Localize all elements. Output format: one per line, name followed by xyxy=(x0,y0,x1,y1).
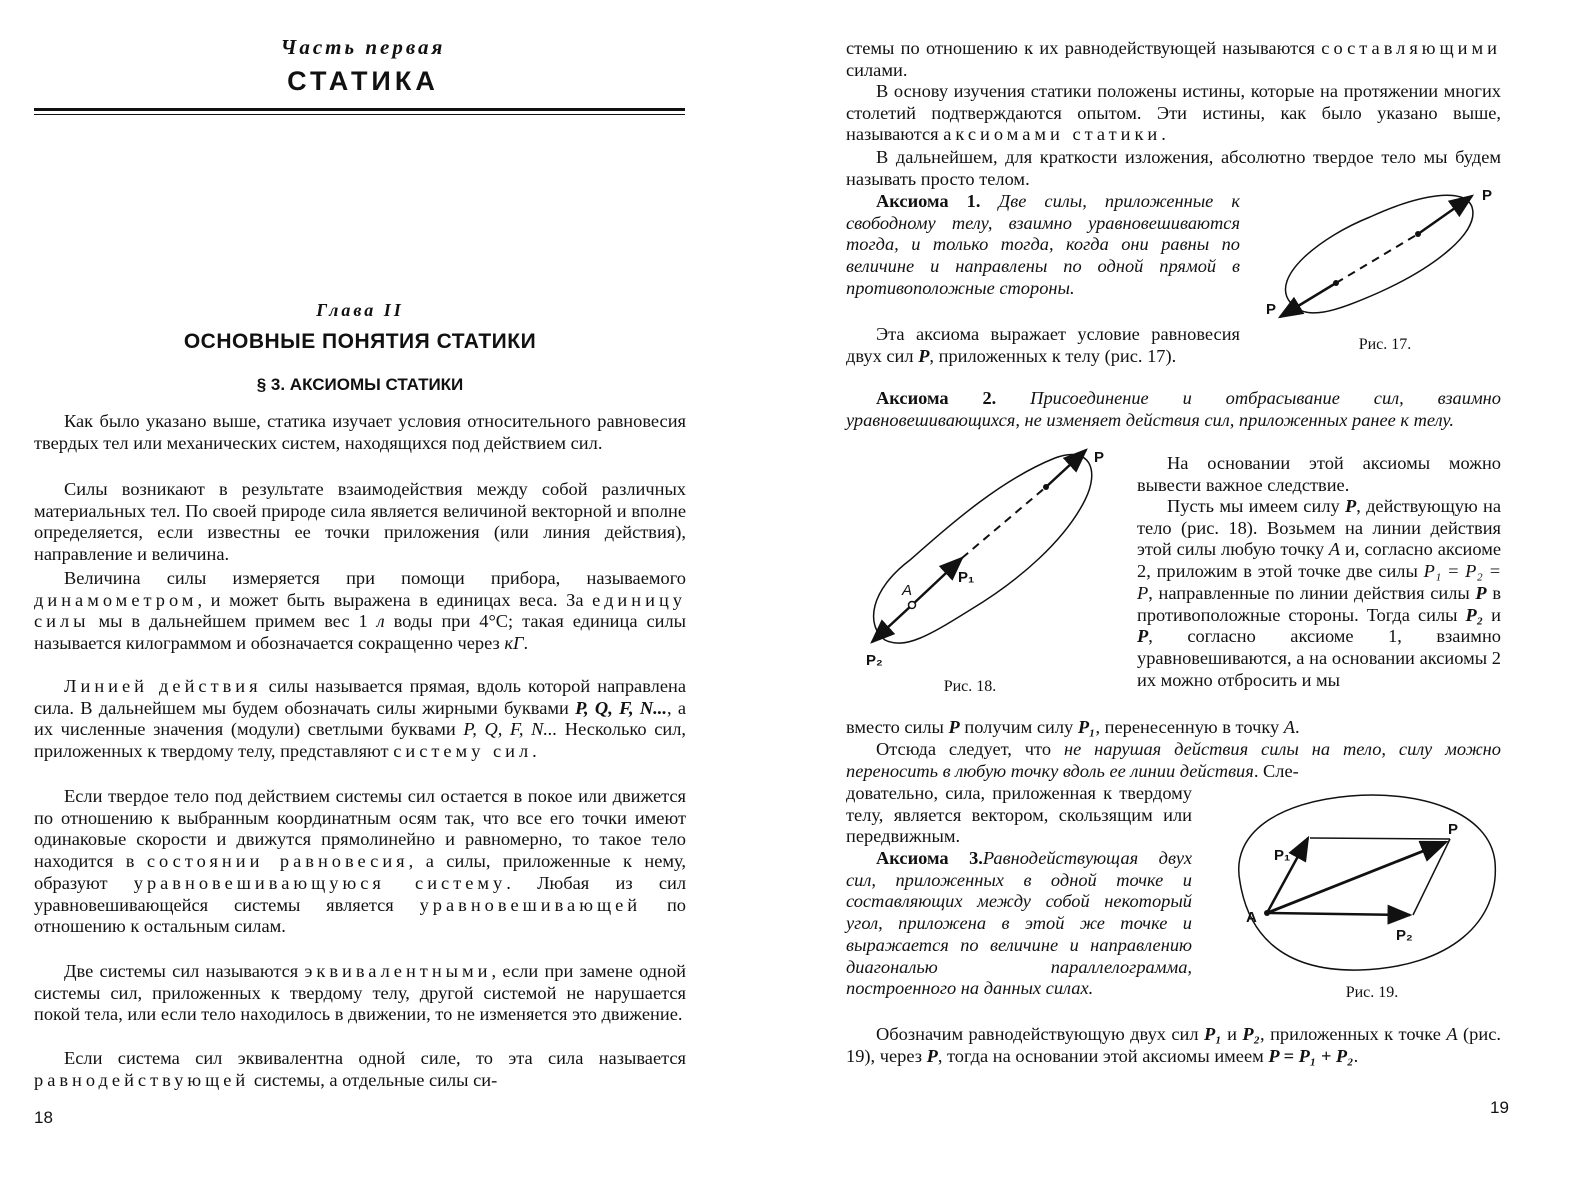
line-of-action xyxy=(962,487,1046,558)
label-P1: P₁ xyxy=(958,569,975,586)
label-P2: P₂ xyxy=(866,652,883,669)
chapter-title: ОСНОВНЫЕ ПОНЯТИЯ СТАТИКИ xyxy=(183,330,537,353)
label-P-bottom: P xyxy=(1266,301,1277,318)
force-arrow-P1 xyxy=(912,558,962,605)
paragraph-equivalent: Две системы сил называются эквивалентными, если при замене одной системы сил, приложенных к твердому телу, другой системой не нарушается покой тела, или если тело находилось в движении, то не изменяется это движение. xyxy=(34,961,686,1025)
label-P: P xyxy=(1094,449,1105,466)
line-of-action xyxy=(1336,234,1418,283)
right-page xyxy=(790,0,1583,1188)
label-P: P xyxy=(1448,821,1459,838)
paragraph-sliding-vector: довательно, сила, приложенная к твердому телу, является вектором, скользящим или передвижным. xyxy=(846,783,1192,847)
section-title: § 3. АКСИОМЫ СТАТИКИ xyxy=(256,375,464,394)
paragraph-instead: вместо силы P получим силу P₁, перенесенную в точку A. xyxy=(846,717,1300,737)
label-P2: P₂ xyxy=(1396,927,1413,944)
axiom-2: Аксиома 2. Присоединение и отбрасывание сил, взаимно уравновешивающихся, не изменяет действия сил, приложенных ранее к телу. xyxy=(846,388,1501,430)
chapter-label: Глава II xyxy=(316,300,404,320)
force-arrow-right xyxy=(1418,196,1472,234)
force-arrow-P2 xyxy=(872,605,912,642)
axiom-1-explanation: Эта аксиома выражает условие равновесия двух сил P, приложенных к телу (рис. 17). xyxy=(846,324,1240,366)
paragraph-truths: В основу изучения статики положены истины, которые на протяжении многих столетий подтверждаются опытом. Эти истины, как было указано выше, называются аксиомами статики. xyxy=(846,81,1501,145)
title-rule-thick xyxy=(34,108,685,111)
paragraph-forces: Силы возникают в результате взаимодействия между собой различных материальных тел. По своей природе сила является величиной векторной и вполне определяется, если известны ее точки приложения (или линия действия), направление и величина. xyxy=(34,479,686,565)
paragraph-equilibrium: Если твердое тело под действием системы сил остается в покое или движется по отношению к выбранным координатным осям так, что все его точки имеют одинаковые скорости и движутся прямолинейно и равномерно, то такое тело находится в состоянии равновесия, а силы, приложенные к нему, образуют уравновешивающуюся систему. Любая из сил уравновешивающейся системы является уравновешивающей по отношению к остальным силам. xyxy=(34,786,686,937)
axiom-1: Аксиома 1. Две силы, приложенные к свободному телу, взаимно уравновешиваются тогда, и только тогда, когда они равны по величине и направлены по одной прямой в противоположные стороны. xyxy=(846,191,1240,298)
paragraph-components: стемы по отношению к их равнодействующей называются составляющими силами. xyxy=(846,38,1501,80)
figure-18-caption: Рис. 18. xyxy=(943,678,997,695)
paragraph-resultant: Если система сил эквивалентна одной силе, то эта сила называется равнодействующей системы, а отдельные силы си- xyxy=(34,1048,686,1090)
paragraph-line-of-action: Линией действия силы называется прямая, вдоль которой направлена сила. В дальнейшем мы будем обозначать силы жирными буквами P, Q, F, N..., а их численные значения (модули) светлыми буквами P, Q, F, N... Несколько сил, приложенных к твердому телу, представляют систему сил. xyxy=(34,676,687,762)
page-number-right: 19 xyxy=(1490,1098,1509,1117)
figure-19-caption: Рис. 19. xyxy=(1345,984,1399,1001)
label-P1: P₁ xyxy=(1274,847,1291,864)
paragraph-intro: Как было указано выше, статика изучает условия относительного равновесия твердых тел или механических систем, находящихся под действием сил. xyxy=(34,411,686,453)
body-outline xyxy=(874,454,1092,643)
statics-title: СТАТИКА xyxy=(287,66,439,96)
paragraph-designation: Обозначим равнодействующую двух сил P₁ и P₂, приложенных к точке A (рис. 19), через P, тогда на основании этой аксиомы имеем P = P₁ + P₂. xyxy=(846,1024,1501,1066)
parallelogram-top xyxy=(1310,838,1450,839)
left-page xyxy=(0,0,790,1188)
parallelogram-right xyxy=(1413,839,1450,915)
figure-18 xyxy=(850,440,1120,670)
part-title: Часть первая xyxy=(280,35,446,59)
paragraph-let-force: Пусть мы имеем силу P, действующую на тело (рис. 18). Возьмем на линии действия этой силы любую точку A и, согласно аксиоме 2, приложим в этой точке две силы P₁ = P₂ = P, направленные по линии действия силы P в противоположные стороны. Тогда силы P₂ и P, согласно аксиоме 1, взаимно уравновешиваются, а на основании аксиомы 2 их можно отбросить и мы xyxy=(1137,496,1502,690)
paragraph-magnitude: Величина силы измеряется при помощи прибора, называемого динамометром, и может быть выражена в единицах веса. За единицу силы мы в дальнейшем примем вес 1 л воды при 4°С; такая единица силы называется килограммом и обозначается сокращенно через кГ. xyxy=(34,568,686,654)
figure-17-caption: Рис. 17. xyxy=(1358,336,1412,353)
figure-19 xyxy=(1220,782,1505,982)
force-arrow-P2 xyxy=(1267,913,1410,915)
page-number-left: 18 xyxy=(34,1108,53,1127)
label-A: A xyxy=(1246,909,1257,926)
paragraph-rigid-body: В дальнейшем, для краткости изложения, абсолютно твердое тело мы будем называть просто телом. xyxy=(846,147,1501,189)
paragraph-follows: Отсюда следует, что не нарушая действия силы на тело, силу можно переносить в любую точку вдоль ее линии действия. Сле- xyxy=(846,739,1501,781)
paragraph-consequence: На основании этой аксиомы можно вывести важное следствие. xyxy=(1137,453,1501,495)
title-rule-thin xyxy=(34,114,685,115)
label-A: A xyxy=(902,582,913,599)
axiom-3: Аксиома 3.Равнодействующая двух сил, приложенных в одной точке и составляющих между собой некоторый угол, приложена в этой же точке и выражается по величине и направлению диагональю параллелограмма, построенного на данных силах. xyxy=(846,848,1193,999)
label-P-top: P xyxy=(1482,187,1493,204)
figure-17 xyxy=(1260,182,1500,332)
